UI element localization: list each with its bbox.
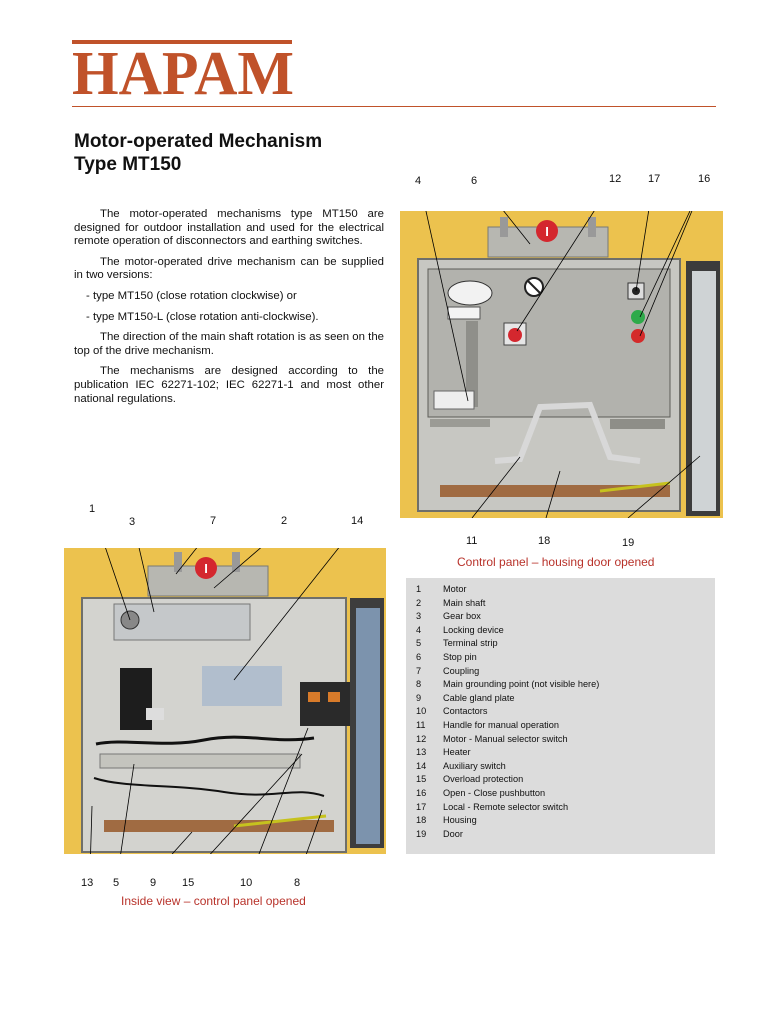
header-rule xyxy=(72,106,716,107)
callout-number: 14 xyxy=(351,515,364,527)
sign-text: I xyxy=(204,561,208,576)
legend-number: 6 xyxy=(416,652,422,662)
legend-label: Open - Close pushbutton xyxy=(443,788,546,798)
intro-paragraph: The direction of the main shaft rotation is as seen on the top of the drive mechanism. xyxy=(74,331,384,357)
legend-label: Cable gland plate xyxy=(443,692,515,703)
callout-number: 17 xyxy=(648,173,661,185)
callout-number: 9 xyxy=(150,877,157,889)
legend-label: Overload protection xyxy=(443,774,524,785)
intro-paragraph: The mechanisms are designed according to the publication IEC 62271-102; IEC 62271-1 and most other national regulations. xyxy=(74,365,384,405)
legend-number: 13 xyxy=(416,747,427,758)
legend-number: 17 xyxy=(416,801,427,812)
control-panel-caption: Control panel – housing door opened xyxy=(457,555,655,569)
page-title xyxy=(74,130,322,176)
logo-text: HAPAM xyxy=(72,40,294,98)
legend-label: Door xyxy=(443,828,463,839)
legend-number: 1 xyxy=(416,584,422,594)
parts-legend xyxy=(406,578,715,854)
callout-number: 1 xyxy=(89,503,96,515)
legend-label: Heater xyxy=(443,747,471,758)
legend-label: Local - Remote selector switch xyxy=(443,801,569,812)
legend-label: Handle for manual operation xyxy=(443,720,559,730)
inside-view-photo xyxy=(64,548,386,854)
legend-number: 4 xyxy=(416,624,422,635)
callout-number: 2 xyxy=(281,515,288,527)
callout-number: 16 xyxy=(698,173,711,185)
intro-paragraph: The motor-operated drive mechanism can be supplied in two versions: xyxy=(74,255,384,282)
callout-number: 3 xyxy=(129,516,136,528)
legend-number: 10 xyxy=(416,706,427,717)
legend-label: Coupling xyxy=(443,665,480,676)
legend-label: Housing xyxy=(443,815,477,826)
title-line-2: Type MT150 xyxy=(74,154,182,175)
legend-label: Locking device xyxy=(443,624,504,635)
callout-number: 18 xyxy=(538,535,551,547)
legend-label: Main shaft xyxy=(443,597,486,608)
intro-list-item: - type MT150 (close rotation clockwise) or xyxy=(86,289,297,302)
legend-number: 8 xyxy=(416,679,422,690)
inside-view-caption: Inside view – control panel opened xyxy=(121,894,306,908)
intro-text xyxy=(74,208,384,413)
callout-number: 15 xyxy=(182,877,195,889)
legend-number: 18 xyxy=(416,815,427,826)
legend-number: 19 xyxy=(416,828,427,839)
legend-number: 16 xyxy=(416,788,427,798)
legend-number: 7 xyxy=(416,665,422,676)
hapam-logo xyxy=(72,40,302,98)
legend-label: Auxiliary switch xyxy=(443,760,506,771)
control-panel-photo xyxy=(400,211,723,518)
callout-number: 19 xyxy=(622,537,635,549)
legend-number: 11 xyxy=(416,720,426,730)
legend-label: Motor xyxy=(443,584,467,594)
callout-number: 13 xyxy=(81,877,94,889)
callout-number: 11 xyxy=(466,535,478,547)
callout-number: 7 xyxy=(210,515,217,527)
callout-number: 5 xyxy=(113,877,120,889)
legend-number: 12 xyxy=(416,733,427,744)
title-line-1: Motor-operated Mechanism xyxy=(74,131,323,152)
legend-label: Contactors xyxy=(443,706,488,717)
legend-label: Gear box xyxy=(443,611,481,622)
callout-number: 10 xyxy=(240,877,253,889)
callout-number: 8 xyxy=(294,877,301,889)
legend-number: 3 xyxy=(416,611,422,622)
legend-label: Motor - Manual selector switch xyxy=(443,733,568,744)
callout-number: 12 xyxy=(609,173,622,185)
callout-number: 4 xyxy=(415,175,422,187)
intro-list-item: - type MT150-L (close rotation anti-clockwise). xyxy=(86,310,319,323)
legend-label: Main grounding point (not visible here) xyxy=(443,679,600,690)
sign-text: I xyxy=(545,224,549,239)
legend-number: 2 xyxy=(416,597,422,608)
legend-label: Stop pin xyxy=(443,652,477,662)
legend-label: Terminal strip xyxy=(443,638,498,649)
legend-number: 5 xyxy=(416,638,422,649)
intro-paragraph: The motor-operated mechanisms type MT150 are designed for outdoor installation and used for the electrical remote operation of disconnectors and earthing switches. xyxy=(74,208,384,248)
callout-number: 6 xyxy=(471,175,478,187)
legend-number: 14 xyxy=(416,760,427,771)
legend-number: 9 xyxy=(416,692,422,703)
legend-number: 15 xyxy=(416,774,427,785)
